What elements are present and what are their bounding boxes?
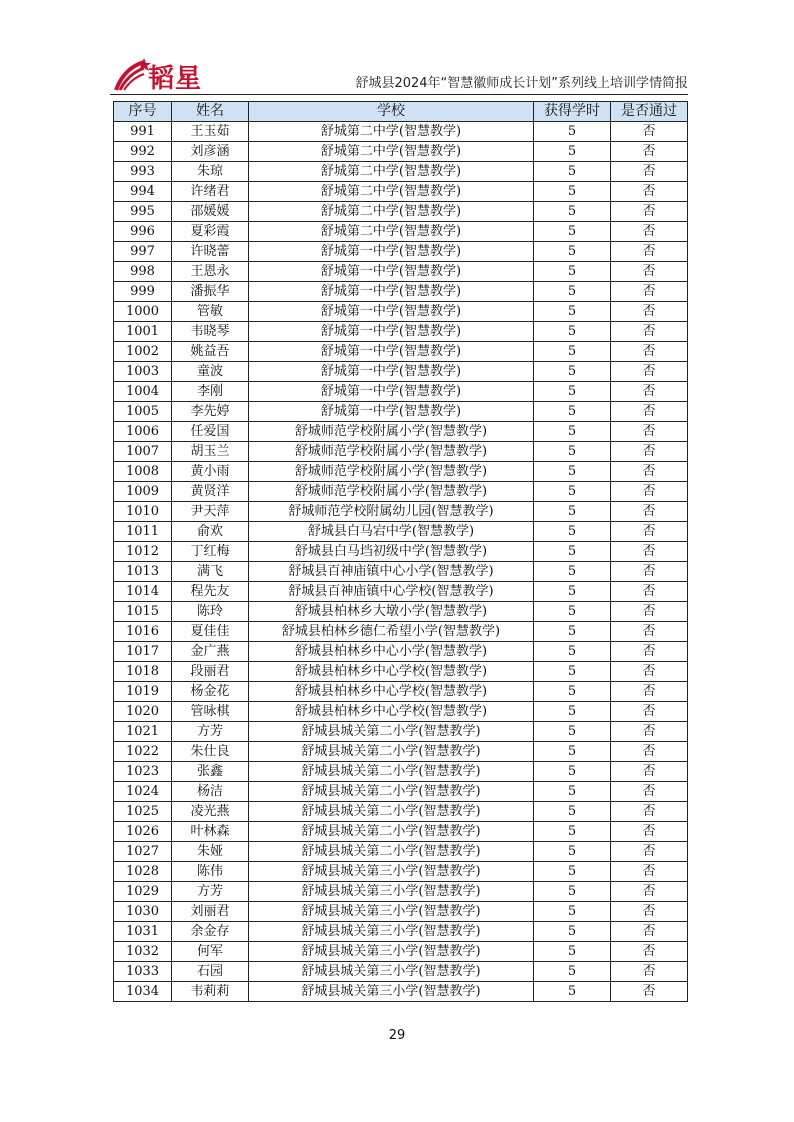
- cell-passed: 否: [611, 782, 688, 802]
- cell-index: 1004: [114, 382, 172, 402]
- cell-school: 舒城第一中学(智慧教学): [249, 382, 534, 402]
- cell-school: 舒城师范学校附属小学(智慧教学): [249, 422, 534, 442]
- cell-school: 舒城县城关第二小学(智慧教学): [249, 842, 534, 862]
- cell-index: 1007: [114, 442, 172, 462]
- cell-school: 舒城师范学校附属小学(智慧教学): [249, 442, 534, 462]
- cell-school: 舒城第一中学(智慧教学): [249, 402, 534, 422]
- cell-hours: 5: [534, 842, 611, 862]
- header-title: 舒城县2024年“智慧徽师成长计划”系列线上培训学情简报: [355, 76, 688, 91]
- table-row: [114, 542, 688, 562]
- cell-passed: 否: [611, 222, 688, 242]
- cell-passed: 否: [611, 902, 688, 922]
- table-row: [114, 682, 688, 702]
- table-row: [114, 142, 688, 162]
- cell-index: 1034: [114, 982, 172, 1002]
- cell-school: 舒城县柏林乡德仁希望小学(智慧教学): [249, 622, 534, 642]
- cell-hours: 5: [534, 682, 611, 702]
- cell-index: 1023: [114, 762, 172, 782]
- cell-passed: 否: [611, 702, 688, 722]
- cell-index: 1005: [114, 402, 172, 422]
- cell-hours: 5: [534, 622, 611, 642]
- cell-school: 舒城县柏林乡中心小学(智慧教学): [249, 642, 534, 662]
- cell-passed: 否: [611, 462, 688, 482]
- cell-hours: 5: [534, 882, 611, 902]
- cell-hours: 5: [534, 862, 611, 882]
- cell-index: 1022: [114, 742, 172, 762]
- cell-index: 998: [114, 262, 172, 282]
- cell-name: 夏佳佳: [172, 622, 249, 642]
- cell-hours: 5: [534, 202, 611, 222]
- cell-school: 舒城县城关第二小学(智慧教学): [249, 802, 534, 822]
- cell-index: 1001: [114, 322, 172, 342]
- cell-index: 992: [114, 142, 172, 162]
- cell-passed: 否: [611, 742, 688, 762]
- cell-index: 1021: [114, 722, 172, 742]
- table-row: [114, 942, 688, 962]
- cell-index: 1015: [114, 602, 172, 622]
- table-row: [114, 762, 688, 782]
- cell-index: 1014: [114, 582, 172, 602]
- cell-hours: 5: [534, 502, 611, 522]
- table-row: [114, 162, 688, 182]
- cell-hours: 5: [534, 142, 611, 162]
- table-row: [114, 822, 688, 842]
- cell-school: 舒城第一中学(智慧教学): [249, 322, 534, 342]
- cell-hours: 5: [534, 222, 611, 242]
- table-row: [114, 122, 688, 142]
- cell-name: 童波: [172, 362, 249, 382]
- cell-passed: 否: [611, 242, 688, 262]
- cell-name: 方芳: [172, 722, 249, 742]
- cell-name: 尹天萍: [172, 502, 249, 522]
- table-row: [114, 582, 688, 602]
- cell-hours: 5: [534, 702, 611, 722]
- cell-passed: 否: [611, 862, 688, 882]
- table-row: [114, 902, 688, 922]
- cell-index: 1031: [114, 922, 172, 942]
- cell-name: 胡玉兰: [172, 442, 249, 462]
- cell-name: 丁红梅: [172, 542, 249, 562]
- cell-hours: 5: [534, 962, 611, 982]
- column-header-index: 序号: [114, 102, 172, 122]
- cell-school: 舒城师范学校附属小学(智慧教学): [249, 462, 534, 482]
- cell-index: 1024: [114, 782, 172, 802]
- cell-name: 陈玲: [172, 602, 249, 622]
- table-row: [114, 522, 688, 542]
- cell-school: 舒城县城关第三小学(智慧教学): [249, 962, 534, 982]
- cell-index: 999: [114, 282, 172, 302]
- cell-school: 舒城第一中学(智慧教学): [249, 242, 534, 262]
- table-row: [114, 482, 688, 502]
- cell-passed: 否: [611, 442, 688, 462]
- cell-name: 刘丽君: [172, 902, 249, 922]
- cell-passed: 否: [611, 282, 688, 302]
- cell-passed: 否: [611, 562, 688, 582]
- cell-passed: 否: [611, 322, 688, 342]
- cell-school: 舒城县城关第二小学(智慧教学): [249, 762, 534, 782]
- cell-passed: 否: [611, 922, 688, 942]
- table-row: [114, 602, 688, 622]
- cell-hours: 5: [534, 322, 611, 342]
- cell-index: 1033: [114, 962, 172, 982]
- cell-index: 1029: [114, 882, 172, 902]
- cell-passed: 否: [611, 522, 688, 542]
- cell-index: 1025: [114, 802, 172, 822]
- table-row: [114, 742, 688, 762]
- cell-hours: 5: [534, 262, 611, 282]
- cell-hours: 5: [534, 422, 611, 442]
- cell-school: 舒城第二中学(智慧教学): [249, 202, 534, 222]
- cell-school: 舒城县柏林乡中心学校(智慧教学): [249, 682, 534, 702]
- cell-name: 许绪君: [172, 182, 249, 202]
- cell-hours: 5: [534, 642, 611, 662]
- cell-name: 李先婷: [172, 402, 249, 422]
- cell-index: 1000: [114, 302, 172, 322]
- cell-index: 1013: [114, 562, 172, 582]
- cell-school: 舒城县柏林乡大墩小学(智慧教学): [249, 602, 534, 622]
- table-row: [114, 322, 688, 342]
- column-header-passed: 是否通过: [611, 102, 688, 122]
- table-row: [114, 262, 688, 282]
- cell-school: 舒城师范学校附属小学(智慧教学): [249, 482, 534, 502]
- table-row: [114, 302, 688, 322]
- cell-index: 1018: [114, 662, 172, 682]
- cell-school: 舒城第二中学(智慧教学): [249, 182, 534, 202]
- cell-name: 李刚: [172, 382, 249, 402]
- cell-index: 1028: [114, 862, 172, 882]
- cell-hours: 5: [534, 722, 611, 742]
- cell-hours: 5: [534, 802, 611, 822]
- cell-name: 朱娅: [172, 842, 249, 862]
- cell-passed: 否: [611, 622, 688, 642]
- table-row: [114, 342, 688, 362]
- cell-passed: 否: [611, 302, 688, 322]
- cell-name: 王玉茹: [172, 122, 249, 142]
- cell-index: 996: [114, 222, 172, 242]
- cell-name: 潘振华: [172, 282, 249, 302]
- cell-passed: 否: [611, 362, 688, 382]
- cell-index: 1009: [114, 482, 172, 502]
- cell-school: 舒城县城关第三小学(智慧教学): [249, 862, 534, 882]
- cell-name: 王恩永: [172, 262, 249, 282]
- cell-index: 1003: [114, 362, 172, 382]
- cell-index: 991: [114, 122, 172, 142]
- table-row: [114, 562, 688, 582]
- cell-hours: 5: [534, 442, 611, 462]
- cell-hours: 5: [534, 242, 611, 262]
- cell-school: 舒城第一中学(智慧教学): [249, 302, 534, 322]
- cell-index: 1017: [114, 642, 172, 662]
- cell-name: 朱仕良: [172, 742, 249, 762]
- cell-passed: 否: [611, 602, 688, 622]
- cell-name: 满飞: [172, 562, 249, 582]
- table-header-row: [114, 102, 688, 122]
- cell-name: 姚益吾: [172, 342, 249, 362]
- table-row: [114, 962, 688, 982]
- cell-name: 陈伟: [172, 862, 249, 882]
- cell-school: 舒城县城关第二小学(智慧教学): [249, 782, 534, 802]
- cell-index: 1027: [114, 842, 172, 862]
- cell-hours: 5: [534, 762, 611, 782]
- cell-passed: 否: [611, 142, 688, 162]
- table-row: [114, 382, 688, 402]
- cell-passed: 否: [611, 642, 688, 662]
- cell-name: 韦莉莉: [172, 982, 249, 1002]
- cell-name: 余金存: [172, 922, 249, 942]
- cell-hours: 5: [534, 462, 611, 482]
- cell-passed: 否: [611, 662, 688, 682]
- cell-hours: 5: [534, 542, 611, 562]
- cell-name: 凌光燕: [172, 802, 249, 822]
- cell-school: 舒城县城关第三小学(智慧教学): [249, 922, 534, 942]
- cell-passed: 否: [611, 382, 688, 402]
- cell-hours: 5: [534, 562, 611, 582]
- table-row: [114, 642, 688, 662]
- table-row: [114, 982, 688, 1002]
- cell-passed: 否: [611, 682, 688, 702]
- cell-name: 韦晓琴: [172, 322, 249, 342]
- cell-passed: 否: [611, 422, 688, 442]
- cell-name: 叶林森: [172, 822, 249, 842]
- cell-hours: 5: [534, 342, 611, 362]
- cell-school: 舒城第二中学(智慧教学): [249, 162, 534, 182]
- table-row: [114, 722, 688, 742]
- table-row: [114, 282, 688, 302]
- table-row: [114, 882, 688, 902]
- cell-passed: 否: [611, 342, 688, 362]
- cell-hours: 5: [534, 122, 611, 142]
- cell-school: 舒城第一中学(智慧教学): [249, 282, 534, 302]
- cell-passed: 否: [611, 122, 688, 142]
- cell-school: 舒城县城关第三小学(智慧教学): [249, 982, 534, 1002]
- cell-hours: 5: [534, 942, 611, 962]
- table-row: [114, 222, 688, 242]
- cell-hours: 5: [534, 162, 611, 182]
- table-row: [114, 462, 688, 482]
- table-row: [114, 422, 688, 442]
- table-row: [114, 782, 688, 802]
- cell-hours: 5: [534, 482, 611, 502]
- cell-hours: 5: [534, 302, 611, 322]
- table-row: [114, 702, 688, 722]
- cell-school: 舒城县柏林乡中心学校(智慧教学): [249, 662, 534, 682]
- cell-name: 俞欢: [172, 522, 249, 542]
- cell-index: 1006: [114, 422, 172, 442]
- cell-index: 993: [114, 162, 172, 182]
- cell-passed: 否: [611, 482, 688, 502]
- cell-name: 张鑫: [172, 762, 249, 782]
- cell-school: 舒城县白马宕中学(智慧教学): [249, 522, 534, 542]
- cell-school: 舒城县城关第三小学(智慧教学): [249, 942, 534, 962]
- table-row: [114, 662, 688, 682]
- cell-index: 994: [114, 182, 172, 202]
- cell-school: 舒城第二中学(智慧教学): [249, 142, 534, 162]
- cell-hours: 5: [534, 182, 611, 202]
- cell-school: 舒城县百神庙镇中心小学(智慧教学): [249, 562, 534, 582]
- cell-passed: 否: [611, 402, 688, 422]
- cell-hours: 5: [534, 522, 611, 542]
- cell-hours: 5: [534, 582, 611, 602]
- cell-name: 段丽君: [172, 662, 249, 682]
- cell-name: 管敏: [172, 302, 249, 322]
- cell-name: 邵媛媛: [172, 202, 249, 222]
- cell-hours: 5: [534, 282, 611, 302]
- cell-name: 黄小雨: [172, 462, 249, 482]
- cell-passed: 否: [611, 542, 688, 562]
- cell-index: 1020: [114, 702, 172, 722]
- cell-school: 舒城县城关第二小学(智慧教学): [249, 742, 534, 762]
- cell-hours: 5: [534, 742, 611, 762]
- cell-index: 1026: [114, 822, 172, 842]
- cell-name: 许晓蕾: [172, 242, 249, 262]
- table-row: [114, 182, 688, 202]
- table-row: [114, 622, 688, 642]
- cell-index: 1019: [114, 682, 172, 702]
- cell-index: 1032: [114, 942, 172, 962]
- table-row: [114, 922, 688, 942]
- cell-passed: 否: [611, 182, 688, 202]
- column-header-school: 学校: [249, 102, 534, 122]
- cell-index: 1008: [114, 462, 172, 482]
- cell-hours: 5: [534, 662, 611, 682]
- cell-hours: 5: [534, 382, 611, 402]
- cell-passed: 否: [611, 942, 688, 962]
- logo: [114, 56, 204, 92]
- cell-school: 舒城第一中学(智慧教学): [249, 362, 534, 382]
- cell-index: 997: [114, 242, 172, 262]
- table-row: [114, 862, 688, 882]
- logo-text: 韬星: [148, 64, 203, 94]
- column-header-name: 姓名: [172, 102, 249, 122]
- cell-passed: 否: [611, 502, 688, 522]
- cell-hours: 5: [534, 402, 611, 422]
- cell-school: 舒城县城关第二小学(智慧教学): [249, 822, 534, 842]
- cell-school: 舒城县城关第三小学(智慧教学): [249, 902, 534, 922]
- cell-passed: 否: [611, 582, 688, 602]
- cell-name: 杨金花: [172, 682, 249, 702]
- cell-passed: 否: [611, 202, 688, 222]
- cell-index: 1030: [114, 902, 172, 922]
- cell-school: 舒城师范学校附属幼儿园(智慧教学): [249, 502, 534, 522]
- table-row: [114, 442, 688, 462]
- table-row: [114, 802, 688, 822]
- cell-school: 舒城县柏林乡中心学校(智慧教学): [249, 702, 534, 722]
- cell-hours: 5: [534, 362, 611, 382]
- cell-name: 金广燕: [172, 642, 249, 662]
- cell-name: 任爱国: [172, 422, 249, 442]
- cell-school: 舒城第二中学(智慧教学): [249, 222, 534, 242]
- table-row: [114, 242, 688, 262]
- page-number: 29: [388, 1028, 406, 1043]
- cell-name: 管咏棋: [172, 702, 249, 722]
- cell-school: 舒城县城关第二小学(智慧教学): [249, 722, 534, 742]
- cell-name: 程先友: [172, 582, 249, 602]
- cell-name: 夏彩霞: [172, 222, 249, 242]
- cell-passed: 否: [611, 962, 688, 982]
- cell-index: 995: [114, 202, 172, 222]
- training-table: [113, 101, 688, 1002]
- cell-school: 舒城县白马垱初级中学(智慧教学): [249, 542, 534, 562]
- cell-name: 朱琼: [172, 162, 249, 182]
- cell-school: 舒城第一中学(智慧教学): [249, 262, 534, 282]
- cell-passed: 否: [611, 822, 688, 842]
- cell-name: 刘彦涵: [172, 142, 249, 162]
- cell-passed: 否: [611, 762, 688, 782]
- table-row: [114, 362, 688, 382]
- cell-name: 石园: [172, 962, 249, 982]
- table-row: [114, 502, 688, 522]
- cell-school: 舒城第一中学(智慧教学): [249, 342, 534, 362]
- cell-index: 1011: [114, 522, 172, 542]
- cell-name: 何军: [172, 942, 249, 962]
- column-header-hours: 获得学时: [534, 102, 611, 122]
- cell-hours: 5: [534, 902, 611, 922]
- table-row: [114, 842, 688, 862]
- cell-passed: 否: [611, 722, 688, 742]
- cell-passed: 否: [611, 162, 688, 182]
- cell-hours: 5: [534, 782, 611, 802]
- cell-passed: 否: [611, 982, 688, 1002]
- cell-index: 1016: [114, 622, 172, 642]
- cell-school: 舒城县百神庙镇中心学校(智慧教学): [249, 582, 534, 602]
- cell-passed: 否: [611, 882, 688, 902]
- cell-passed: 否: [611, 802, 688, 822]
- cell-index: 1010: [114, 502, 172, 522]
- cell-passed: 否: [611, 262, 688, 282]
- cell-name: 杨洁: [172, 782, 249, 802]
- cell-index: 1012: [114, 542, 172, 562]
- cell-school: 舒城第二中学(智慧教学): [249, 122, 534, 142]
- table-row: [114, 402, 688, 422]
- cell-school: 舒城县城关第三小学(智慧教学): [249, 882, 534, 902]
- page-header: [110, 52, 688, 95]
- cell-index: 1002: [114, 342, 172, 362]
- cell-name: 方芳: [172, 882, 249, 902]
- table-body: [114, 122, 688, 1002]
- cell-hours: 5: [534, 602, 611, 622]
- cell-passed: 否: [611, 842, 688, 862]
- cell-hours: 5: [534, 982, 611, 1002]
- table-row: [114, 202, 688, 222]
- cell-hours: 5: [534, 822, 611, 842]
- cell-name: 黄贤洋: [172, 482, 249, 502]
- cell-hours: 5: [534, 922, 611, 942]
